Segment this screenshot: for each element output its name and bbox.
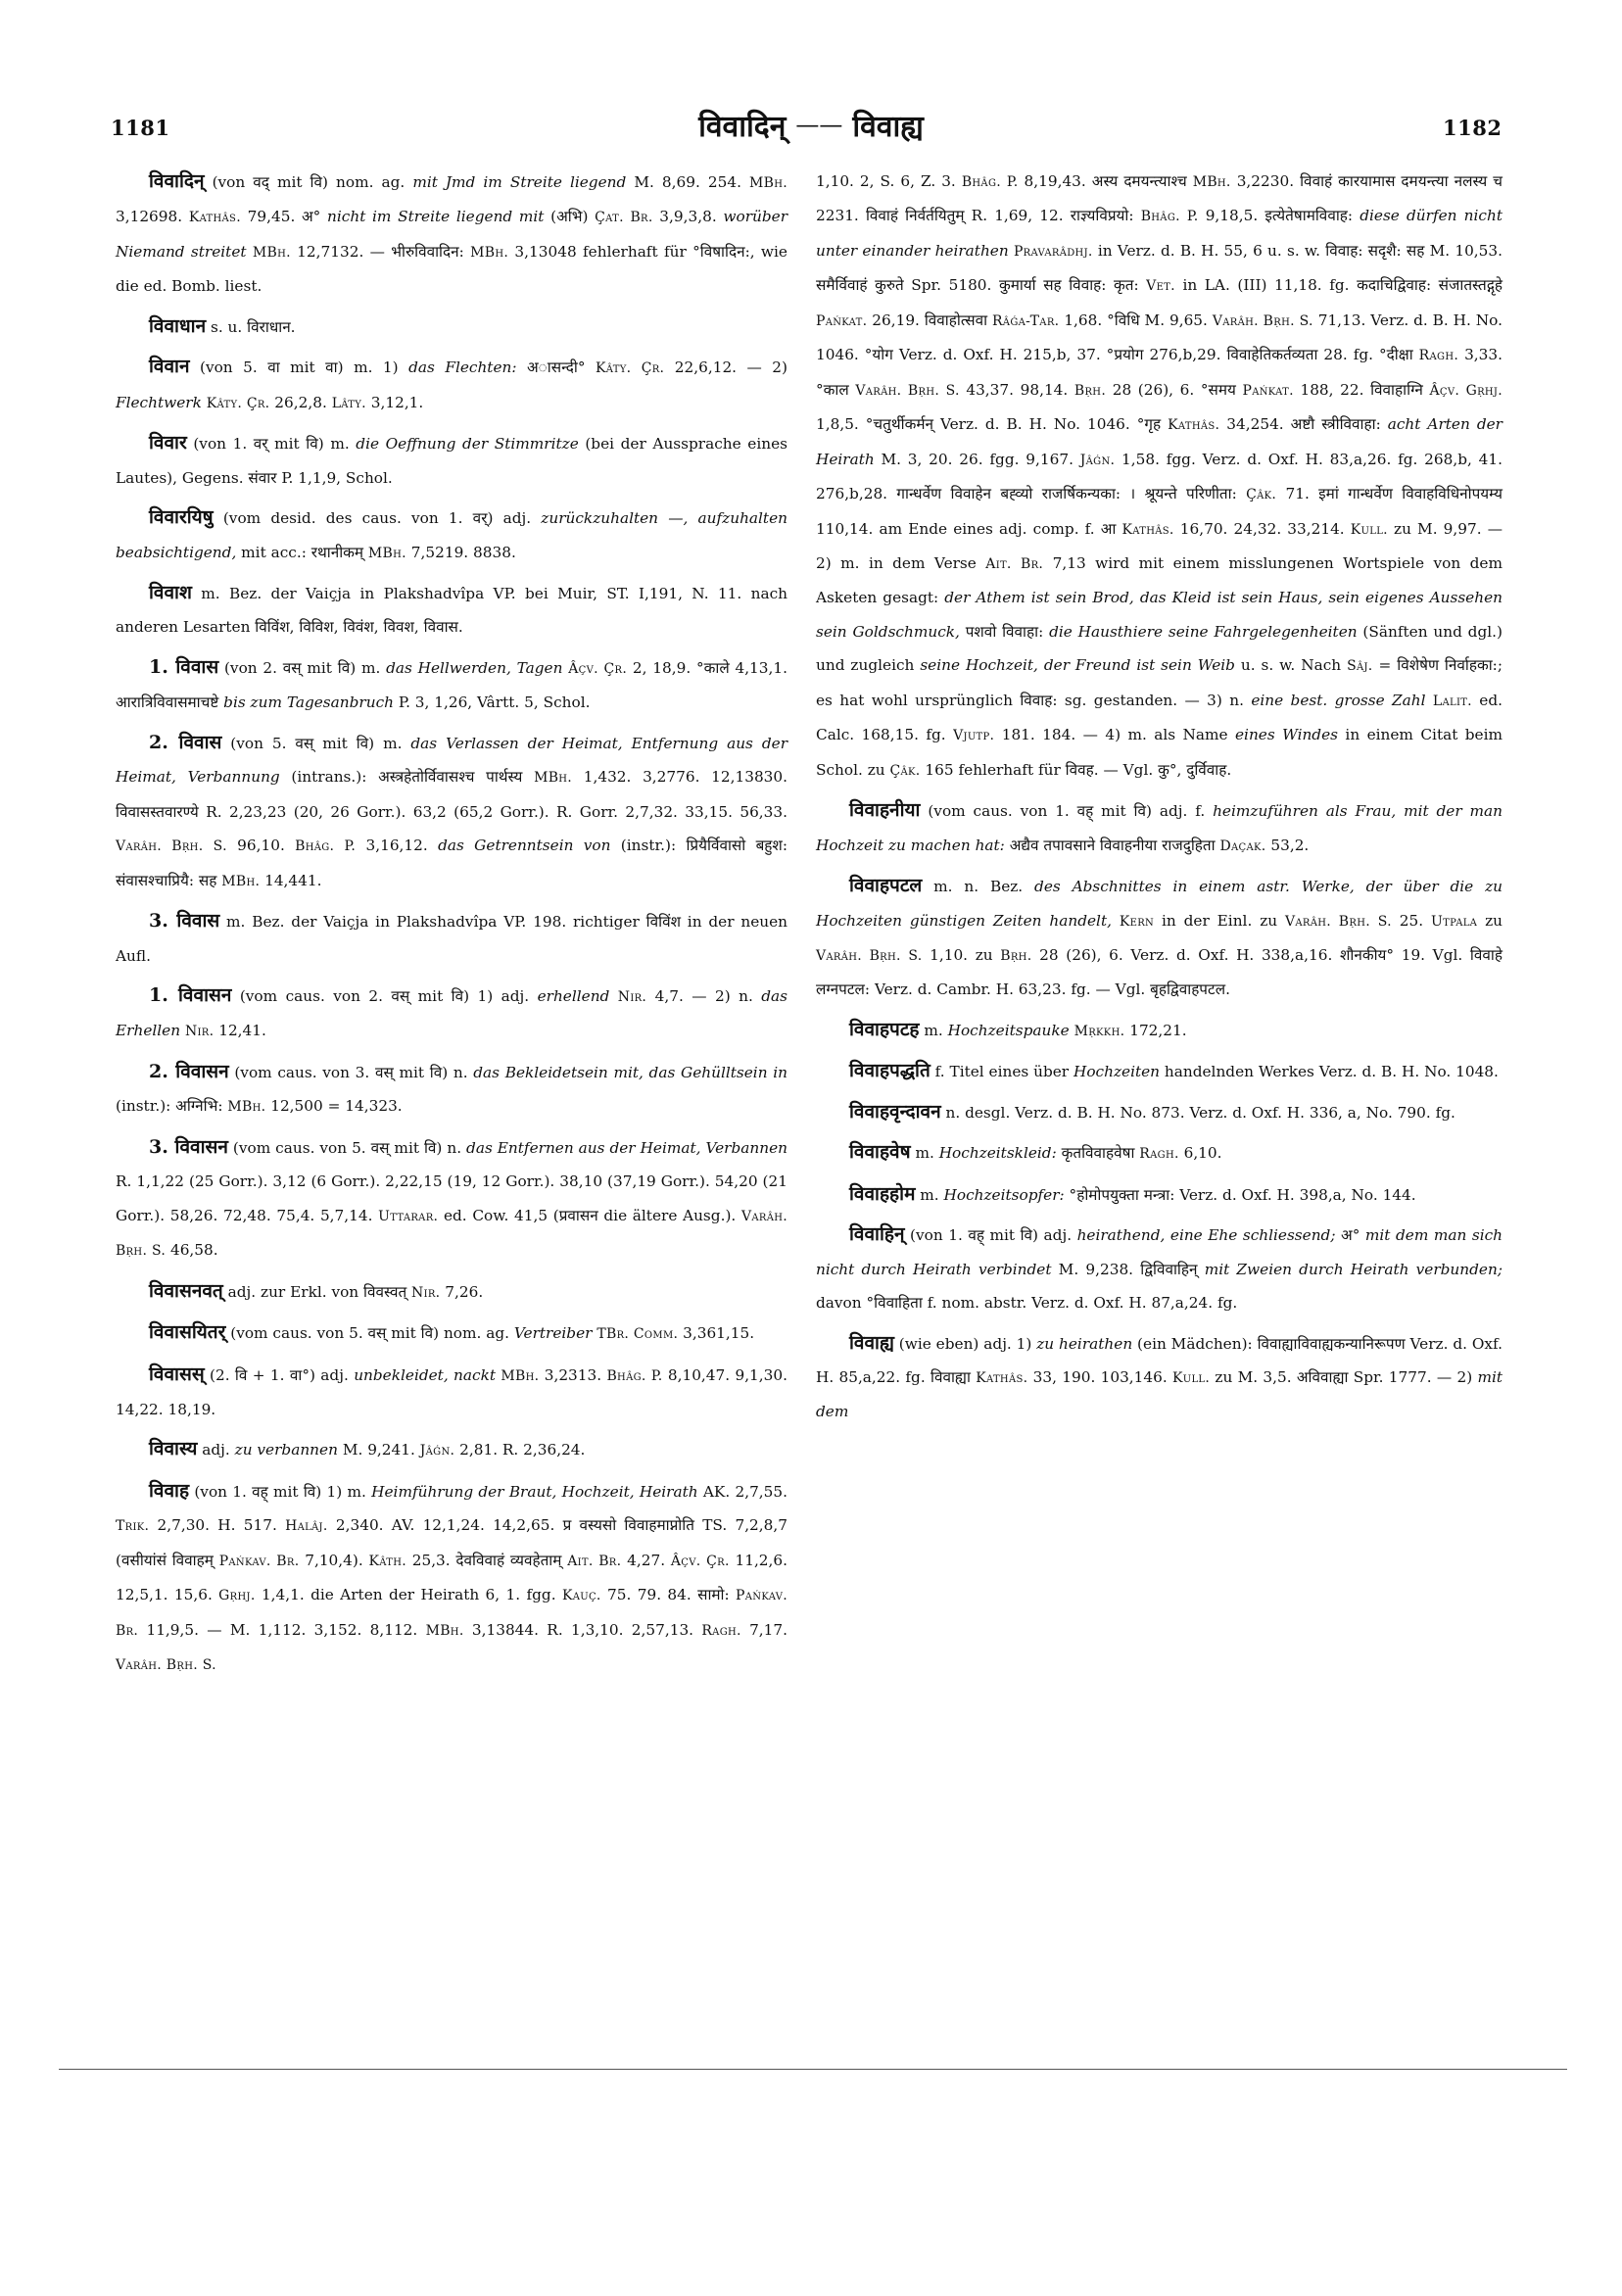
headword: 3. विवासन: [149, 1135, 228, 1158]
entry-vivahapataha: विवाहपटह m. Hochzeitspauke Mṛkkh. 172,21.: [849, 1018, 1187, 1040]
running-head-last-word: विवाह्य: [852, 110, 924, 144]
left-column: [116, 165, 787, 1689]
page-number-left: 1181: [111, 116, 170, 140]
headword: विवासस्: [149, 1363, 205, 1385]
entry-vivana: विवान (von 5. वा mit वा) m. 1) das Flechten: अासन्दी° Kâty. Çr. 22,6,12. — 2) Flechtwerk Kâty. Çr. 26,2,8. Lâty. 3,12,1.: [116, 356, 787, 411]
headword: विवाहपद्धति: [849, 1060, 930, 1082]
running-head-first-word: विवादिन्: [698, 110, 787, 144]
entry-vivara: विवार (von 1. वर् mit वि) m. die Oeffnung der Stimmritze (bei der Aussprache eines Lautes), Gegens. संवार P. 1,1,9, Schol.: [116, 432, 787, 487]
headword: विवास्य: [149, 1438, 198, 1460]
entry-vivasha: विवाश m. Bez. der Vaiçja in Plakshadvîpa VP. bei Muir, ST. I,191, N. 11. nach anderen Lesarten विविंश, विविश, विवंश, विवश, विवास.: [116, 581, 787, 637]
headword: 3. विवास: [149, 910, 220, 933]
headword: विवाश: [149, 581, 192, 603]
headword: विवाहनीया: [849, 799, 921, 822]
headword: विवाहपटल: [849, 875, 923, 897]
right-column: [816, 165, 1503, 1435]
entry-vivasana-1: 1. विवासन (vom caus. von 2. वस् mit वि) 1) adj. erhellend Nir. 4,7. — 2) n. das Erhellen Nir. 12,41.: [116, 983, 787, 1040]
page-number-right: 1182: [1443, 116, 1503, 140]
headword: विवार: [149, 432, 187, 454]
entry-vivahin: विवाहिन् (von 1. वह् mit वि) adj. heirathend, eine Ehe schliessend; अ° mit dem man sich nicht durch Heirath verbindet M. 9,238. द्विविवाहिन् mit Zweien durch Heirath verbunden; davon °विवाहिता f. nom. abstr. Verz. d. Oxf. H. 87,a,24. fg.: [816, 1223, 1503, 1313]
headword: विवाहपटह: [849, 1018, 920, 1040]
entry-vivahapatala: विवाहपटल m. n. Bez. des Abschnittes in einem astr. Werke, der über die zu Hochzeiten günstigen Zeiten handelt, Kern in der Einl. zu Varâh. Bṛh. S. 25. Utpala zu Varâh. Bṛh. S. 1,10. zu Bṛh. 28 (26), 6. Verz. d. Oxf. H. 338,a,16. शौनकीय° 19. Vgl. विवाहे लग्नपटल: Verz. d. Cambr. H. 63,23. fg. — Vgl. बृहद्विवाहपटल.: [816, 875, 1503, 999]
entry-vivaha: विवाह (von 1. वह् mit वि) 1) m. Heimführung der Braut, Hochzeit, Heirath AK. 2,7,55. Trik. 2,7,30. H. 517. Halâj. 2,340. AV. 12,1,24. 14,2,65. प्र वस्यसो विवाहमाप्नोति TS. 7,2,8,7 (वसीयांसं विवाहम् Pańkav. Br. 7,10,4). Kâth. 25,3. देवविवाहं व्यवहेताम् Ait. Br. 4,27. Âçv. Çr. 11,2,6. 12,5,1. 15,6. Gṛhj. 1,4,1. die Arten der Heirath 6, 1. fgg. Kauç. 75. 79. 84. सामो: Pańkav. Br. 11,9,5. — M. 1,112. 3,152. 8,112. MBh. 3,13844. R. 1,3,10. 2,57,13. Ragh. 7,17. Varâh. Bṛh. S.: [116, 1479, 787, 1674]
headword: विवारयिषु: [149, 506, 214, 529]
entry-vivahahoma: विवाहहोम m. Hochzeitsopfer: °होमोपयुक्ता मन्त्रा: Verz. d. Oxf. H. 398,a, No. 144.: [849, 1182, 1416, 1205]
entry-vivaha-continued: 1,10. 2, S. 6, Z. 3. Bhâg. P. 8,19,43. अस्य दमयन्त्याश्च MBh. 3,2230. विवाहं कारयामास दमयन्त्या नलस्य च 2231. विवाहं निर्वर्तयितुम् R. 1,69, 12. राज्ञ्यविप्रयो: Bhâg. P. 9,18,5. इत्येतेषामविवाह: diese dürfen nicht unter einander heirathen Pravarâdhj. in Verz. d. B. H. 55, 6 u. s. w. विवाह: सदृशै: सह M. 10,53. समैर्विवाहं कुरुते Spr. 5180. कुमार्या सह विवाह: कृत: Vet. in LA. (III) 11,18. fg. कदाचिद्विवाह: संजातस्तद्गृहे Pańkat. 26,19. विवाहोत्सवा Râǵa-Tar. 1,68. °विधि M. 9,65. Varâh. Bṛh. S. 71,13. Verz. d. B. H. No. 1046. °योग Verz. d. Oxf. H. 215,b, 37. °प्रयोग 276,b,29. विवाहेतिकर्तव्यता 28. fg. °दीक्षा Ragh. 3,33. °काल Varâh. Bṛh. S. 43,37. 98,14. Bṛh. 28 (26), 6. °समय Pańkat. 188, 22. विवाहाग्नि Âçv. Gṛhj. 1,8,5. °चतुर्थीकर्मन् Verz. d. B. H. No. 1046. °गृह Kathâs. 34,254. अष्टौ स्त्रीविवाहा: acht Arten der Heirath M. 3, 20. 26. fgg. 9,167. Jâǵn. 1,58. fgg. Verz. d. Oxf. H. 83,a,26. fg. 268,b, 41. 276,b,28. गान्धर्वेण विवाहेन बह्व्यो राजर्षिकन्यका: । श्रूयन्ते परिणीता: Çâk. 71. इमां गान्धर्वेण विवाहविधिनोपयम्य 110,14. am Ende eines adj. comp. f. आ Kathâs. 16,70. 24,32. 33,214. Kull. zu M. 9,97. — 2) m. in dem Verse Ait. Br. 7,13 wird mit einem misslungenen Wortspiele von dem Asketen gesagt: der Athem ist sein Brod, das Kleid ist sein Haus, sein eigenes Aussehen sein Goldschmuck, पशवो विवाहा: die Hausthiere seine Fahrgelegenheiten (Sänften und dgl.) und zugleich seine Hochzeit, der Freund ist sein Weib u. s. w. Nach Sâj. = विशेषेण निर्वाहका:; es hat wohl ursprünglich विवाह: sg. gestanden. — 3) n. eine best. grosse Zahl Lalit. ed. Calc. 168,15. fg. Vjutp. 181. 184. — 4) m. als Name eines Windes in einem Citat beim Schol. zu Çâk. 165 fehlerhaft für विवह. — Vgl. कु°, दुर्विवाह.: [816, 172, 1503, 779]
headword: विवासयितर्: [149, 1321, 226, 1344]
entry-vivadhana: विवाधान s. u. विराधान.: [149, 314, 296, 337]
entry-vivahavesha: विवाहवेष m. Hochzeitskleid: कृतविवाहवेषा Ragh. 6,10.: [849, 1141, 1222, 1164]
headword: विवाह्य: [849, 1331, 894, 1354]
entry-vivarayishu: विवारयिषु (vom desid. des caus. von 1. वर्) adj. zurückzuhalten —, aufzuhalten beabsichtigend, mit acc.: रथानीकम् MBh. 7,5219. 8838.: [116, 506, 787, 561]
headword: विवासनवत्: [149, 1279, 223, 1302]
headword: विवान: [149, 356, 190, 378]
entry-vivadin: विवादिन् (von वद् mit वि) nom. ag. mit Jmd im Streite liegend M. 8,69. 254. MBh. 3,12698. Kathâs. 79,45. अ° nicht im Streite liegend mit (अभि) Çat. Br. 3,9,3,8. worüber Niemand streitet MBh. 12,7132. — भीरुविवादिन: MBh. 3,13048 fehlerhaft für °विषादिन:, wie die ed. Bomb. liest.: [116, 170, 788, 296]
headword: 1. विवास: [149, 655, 219, 678]
headword: 2. विवासन: [149, 1060, 229, 1082]
running-head-dash: ——: [795, 111, 843, 138]
entry-vivasana-3: 3. विवासन (vom caus. von 5. वस् mit वि) n. das Entfernen aus der Heimat, Verbannen R. 1,1,22 (25 Gorr.). 3,12 (6 Gorr.). 2,22,15 (19, 12 Gorr.). 38,10 (37,19 Gorr.). 54,20 (21 Gorr.). 58,26. 72,48. 75,4. 5,7,14. Uttarar. ed. Cow. 41,5 (प्रवासन die ältere Ausg.). Varâh. Bṛh. S. 46,58.: [116, 1135, 787, 1260]
entry-vivasa-2: 2. विवास (von 5. वस् mit वि) m. das Verlassen der Heimat, Entfernung aus der Heimat, Verbannung (intrans.): अस्त्रहेतोर्विवासश्च पार्थस्य MBh. 1,432. 3,2776. 12,13830. विवासस्तवारण्ये R. 2,23,23 (20, 26 Gorr.). 63,2 (65,2 Gorr.). R. Gorr. 2,7,32. 33,15. 56,33. Varâh. Bṛh. S. 96,10. Bhâg. P. 3,16,12. das Getrenntsein von (instr.): प्रियैर्विवासो बहुश: संवासश्चाप्रियै: सह MBh. 14,441.: [116, 731, 788, 889]
entry-vivahaniya: विवाहनीया (vom caus. von 1. वह् mit वि) adj. f. heimzuführen als Frau, mit der man Hochzeit zu machen hat: अद्यैव तपावसाने विवाहनीया राजदुहिता Daçak. 53,2.: [816, 799, 1503, 854]
entry-vivasayitar: विवासयितर् (vom caus. von 5. वस् mit वि) nom. ag. Vertreiber TBr. Comm. 3,361,15.: [149, 1321, 755, 1344]
headword: विवाहवृन्दावन: [849, 1100, 941, 1123]
entry-vivasana-2: 2. विवासन (vom caus. von 3. वस् mit वि) n. das Bekleidetsein mit, das Gehülltsein in (instr.): अग्निभि: MBh. 12,500 = 14,323.: [116, 1060, 787, 1116]
running-head: [0, 105, 1622, 145]
headword: विवाधान: [149, 314, 207, 337]
bottom-rule: [59, 2069, 1567, 2070]
headword: विवाह: [149, 1479, 190, 1502]
headword: 1. विवासन: [149, 983, 232, 1006]
entry-vivasya: विवास्य adj. zu verbannen M. 9,241. Jâǵn. 2,81. R. 2,36,24.: [149, 1438, 586, 1460]
entry-vivasa-1: 1. विवास (von 2. वस् mit वि) m. das Hellwerden, Tagen Âçv. Çr. 2, 18,9. °काले 4,13,1. आरात्रिविवासमाचष्टे bis zum Tagesanbruch P. 3, 1,26, Vârtt. 5, Schol.: [116, 655, 787, 712]
entry-vivahya: विवाह्य (wie eben) adj. 1) zu heirathen (ein Mädchen): विवाह्याविवाह्यकन्यानिरूपण Verz. d. Oxf. H. 85,a,22. fg. विवाह्या Kathâs. 33, 190. 103,146. Kull. zu M. 3,5. अविवाह्या Spr. 1777. — 2) mit dem: [816, 1331, 1503, 1421]
entry-vivasanavat: विवासनवत् adj. zur Erkl. von विवस्वत् Nir. 7,26.: [149, 1279, 484, 1302]
headword: विवाहहोम: [849, 1182, 916, 1205]
headword: विवाहिन्: [849, 1223, 905, 1246]
headword: 2. विवास: [149, 731, 222, 753]
entry-vivasas: विवासस् (2. वि + 1. वा°) adj. unbekleidet, nackt MBh. 3,2313. Bhâg. P. 8,10,47. 9,1,30. 14,22. 18,19.: [116, 1363, 787, 1418]
headword: विवाहवेष: [849, 1141, 911, 1164]
entry-vivahavrindavana: विवाहवृन्दावन n. desgl. Verz. d. B. H. No. 873. Verz. d. Oxf. H. 336, a, No. 790. fg.: [849, 1100, 1455, 1123]
entry-vivahapaddhati: विवाहपद्धति f. Titel eines über Hochzeiten handelnden Werkes Verz. d. B. H. No. 1048.: [849, 1060, 1499, 1082]
entry-vivasa-3: 3. विवास m. Bez. der Vaiçja in Plakshadvîpa VP. 198. richtiger विविंश in der neuen Aufl.: [116, 910, 788, 965]
headword: विवादिन्: [149, 170, 205, 192]
